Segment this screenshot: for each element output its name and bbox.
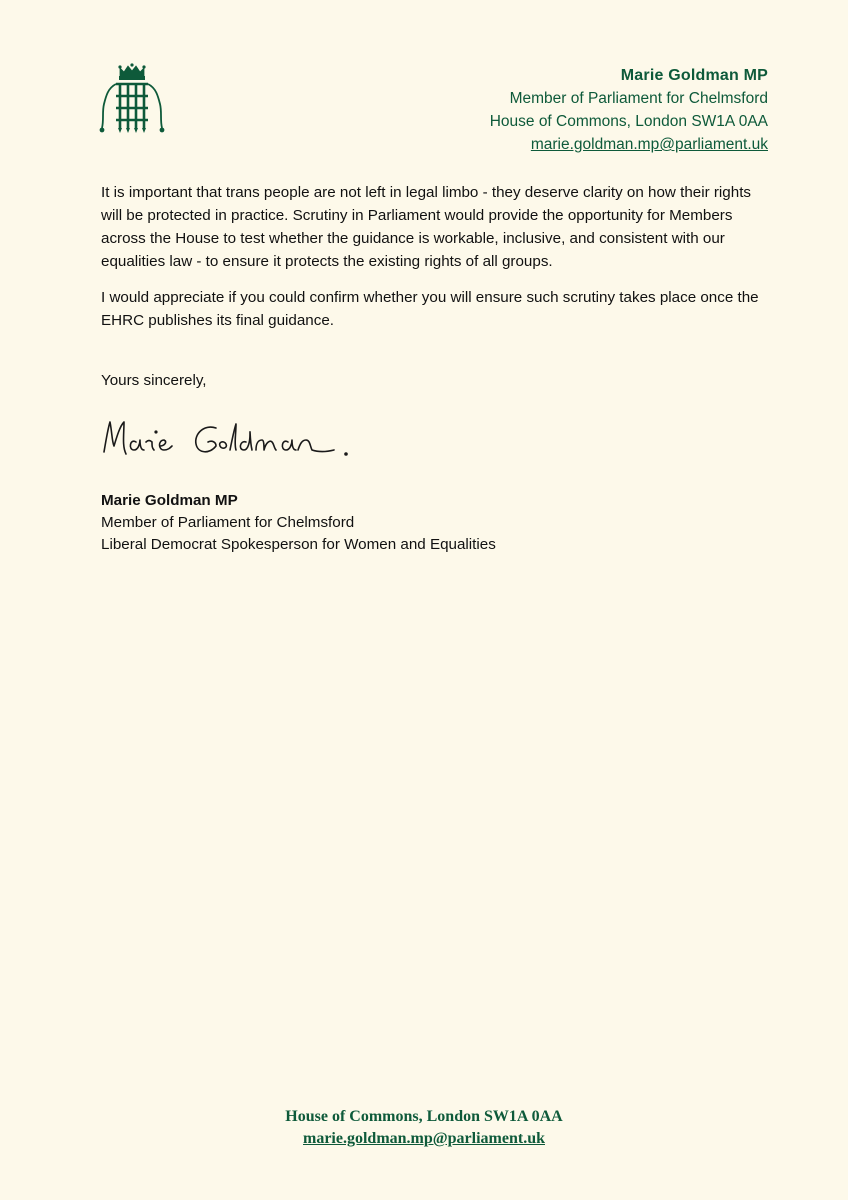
body-paragraph: I would appreciate if you could confirm whether you will ensure such scrutiny takes place once the EHRC publishes its final guidance. — [101, 289, 759, 329]
sender-address: House of Commons, London SW1A 0AA — [489, 113, 768, 130]
portcullis-crest-icon — [96, 62, 168, 136]
sender-block — [490, 64, 768, 156]
letter-footer — [0, 1106, 848, 1150]
sender-name: Marie Goldman MP — [620, 67, 768, 84]
sign-off-block — [101, 490, 496, 556]
sign-off-role: Member of Parliament for Chelmsford — [101, 514, 355, 531]
handwritten-signature — [98, 412, 368, 468]
footer-address: House of Commons, London SW1A 0AA — [285, 1108, 563, 1125]
body-paragraph: It is important that trans people are not left in legal limbo - they deserve clarity on how their rights will be protected in practice. Scrutiny in Parliament would provide the opportunity for Members across the House to test whether the guidance is workable, inclusive, and consistent with our equalities law - to ensure it protects the existing rights of all groups. — [101, 184, 752, 270]
letter-body — [101, 181, 761, 345]
sign-off-spokesperson: Liberal Democrat Spokesperson for Women and Equalities — [101, 536, 496, 553]
closing-salutation: Yours sincerely, — [101, 372, 207, 389]
footer-email-link[interactable]: marie.goldman.mp@parliament.uk — [303, 1130, 545, 1147]
sign-off-name: Marie Goldman MP — [101, 492, 238, 509]
sender-email-link[interactable]: marie.goldman.mp@parliament.uk — [530, 136, 768, 153]
sender-role: Member of Parliament for Chelmsford — [509, 90, 768, 107]
